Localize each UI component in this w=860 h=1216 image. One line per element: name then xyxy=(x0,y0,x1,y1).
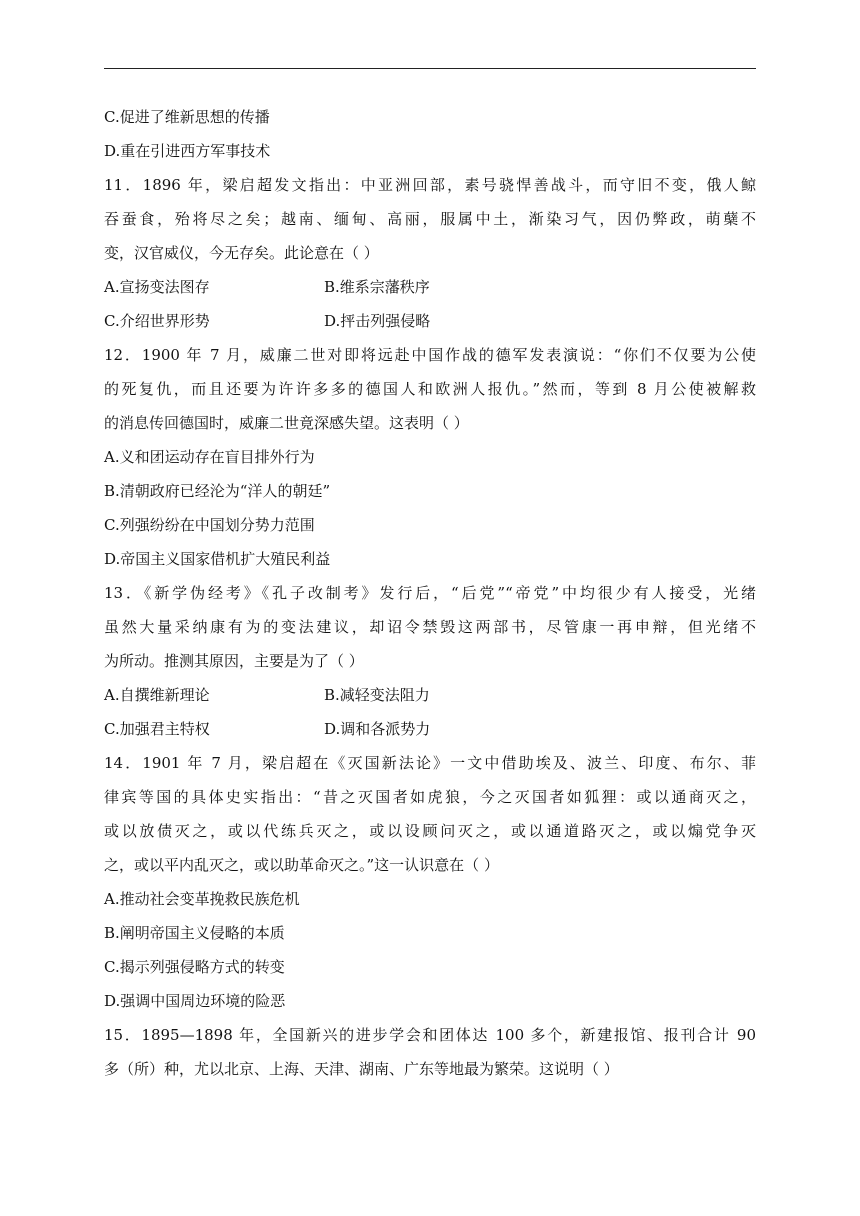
q12-option-c: C.列强纷纷在中国划分势力范围 xyxy=(104,516,315,534)
q14-stem-line: 律宾等国的具体史实指出：“昔之灭国者如虎狼，今之灭国者如狐狸：或以通商灭之， xyxy=(104,788,756,806)
q10-option-d: D.重在引进西方军事技术 xyxy=(104,142,271,160)
q14-option-c: C.揭示列强侵略方式的转变 xyxy=(104,958,285,976)
q13-option-a: A.自撰维新理论 xyxy=(104,686,210,704)
q14-option-d: D.强调中国周边环境的险恶 xyxy=(104,992,286,1010)
q10-option-c: C.促进了维新思想的传播 xyxy=(104,108,270,126)
q12-stem-line: 的死复仇，而且还要为许许多多的德国人和欧洲人报仇。”然而，等到 8 月公使被解救 xyxy=(104,380,756,398)
q11-options-row xyxy=(104,304,756,338)
q13-option-b: B.减轻变法阻力 xyxy=(324,686,430,704)
q12-option-d: D.帝国主义国家借机扩大殖民利益 xyxy=(104,550,331,568)
question-15 xyxy=(104,1018,756,1086)
q11-stem-line: 变，汉官威仪，今无存矣。此论意在（ ） xyxy=(104,244,379,262)
q14-option-b: B.阐明帝国主义侵略的本质 xyxy=(104,924,285,942)
q14-stem-line: 之，或以平内乱灭之，或以助革命灭之。”这一认识意在（ ） xyxy=(104,856,499,874)
q13-stem-line: 13．《新学伪经考》《孔子改制考》发行后，“后党”“帝党”中均很少有人接受，光绪 xyxy=(104,584,756,602)
question-14 xyxy=(104,746,756,1018)
question-13 xyxy=(104,576,756,746)
q11-stem-line: 11．1896 年，梁启超发文指出：中亚洲回部，素号骁悍善战斗，而守旧不变，俄人鲸 xyxy=(104,176,756,194)
q14-stem-line: 或以放债灭之，或以代练兵灭之，或以设顾问灭之，或以通道路灭之，或以煽党争灭 xyxy=(104,822,756,840)
q13-option-c: C.加强君主特权 xyxy=(104,720,210,738)
q12-option-a: A.义和团运动存在盲目排外行为 xyxy=(104,448,315,466)
q11-option-b: B.维系宗藩秩序 xyxy=(324,278,430,296)
q15-stem-line: 多（所）种，尤以北京、上海、天津、湖南、广东等地最为繁荣。这说明（ ） xyxy=(104,1060,619,1078)
question-12 xyxy=(104,338,756,576)
q15-stem-line: 15．1895—1898 年，全国新兴的进步学会和团体达 100 多个，新建报馆、报刊合计 90 xyxy=(104,1026,756,1044)
q12-stem-line: 12．1900 年 7 月，威廉二世对即将远赴中国作战的德军发表演说：“你们不仅要为公使 xyxy=(104,346,756,364)
q14-stem-line: 14．1901 年 7 月，梁启超在《灭国新法论》一文中借助埃及、波兰、印度、布尔、菲 xyxy=(104,754,756,772)
q13-stem-line: 为所动。推测其原因，主要是为了（ ） xyxy=(104,652,364,670)
q11-stem-line: 吞蚕食，殆将尽之矣；越南、缅甸、高丽，服属中土，渐染习气，因仍弊政，萌蘖不 xyxy=(104,210,756,228)
q11-option-c: C.介绍世界形势 xyxy=(104,312,210,330)
question-11 xyxy=(104,168,756,338)
q11-option-d: D.抨击列强侵略 xyxy=(324,312,431,330)
q13-stem-line: 虽然大量采纳康有为的变法建议，却诏令禁毁这两部书，尽管康一再申辩，但光绪不 xyxy=(104,618,756,636)
exam-page-content xyxy=(104,100,756,1086)
q11-option-a: A.宣扬变法图存 xyxy=(104,278,210,296)
q14-option-a: A.推动社会变革挽救民族危机 xyxy=(104,890,300,908)
q13-options-row xyxy=(104,712,756,746)
q11-options-row xyxy=(104,270,756,304)
q12-option-b: B.清朝政府已经沦为“洋人的朝廷” xyxy=(104,482,331,500)
header-rule xyxy=(104,68,756,69)
q13-options-row xyxy=(104,678,756,712)
q12-stem-line: 的消息传回德国时，威廉二世竟深感失望。这表明（ ） xyxy=(104,414,469,432)
q13-option-d: D.调和各派势力 xyxy=(324,720,431,738)
